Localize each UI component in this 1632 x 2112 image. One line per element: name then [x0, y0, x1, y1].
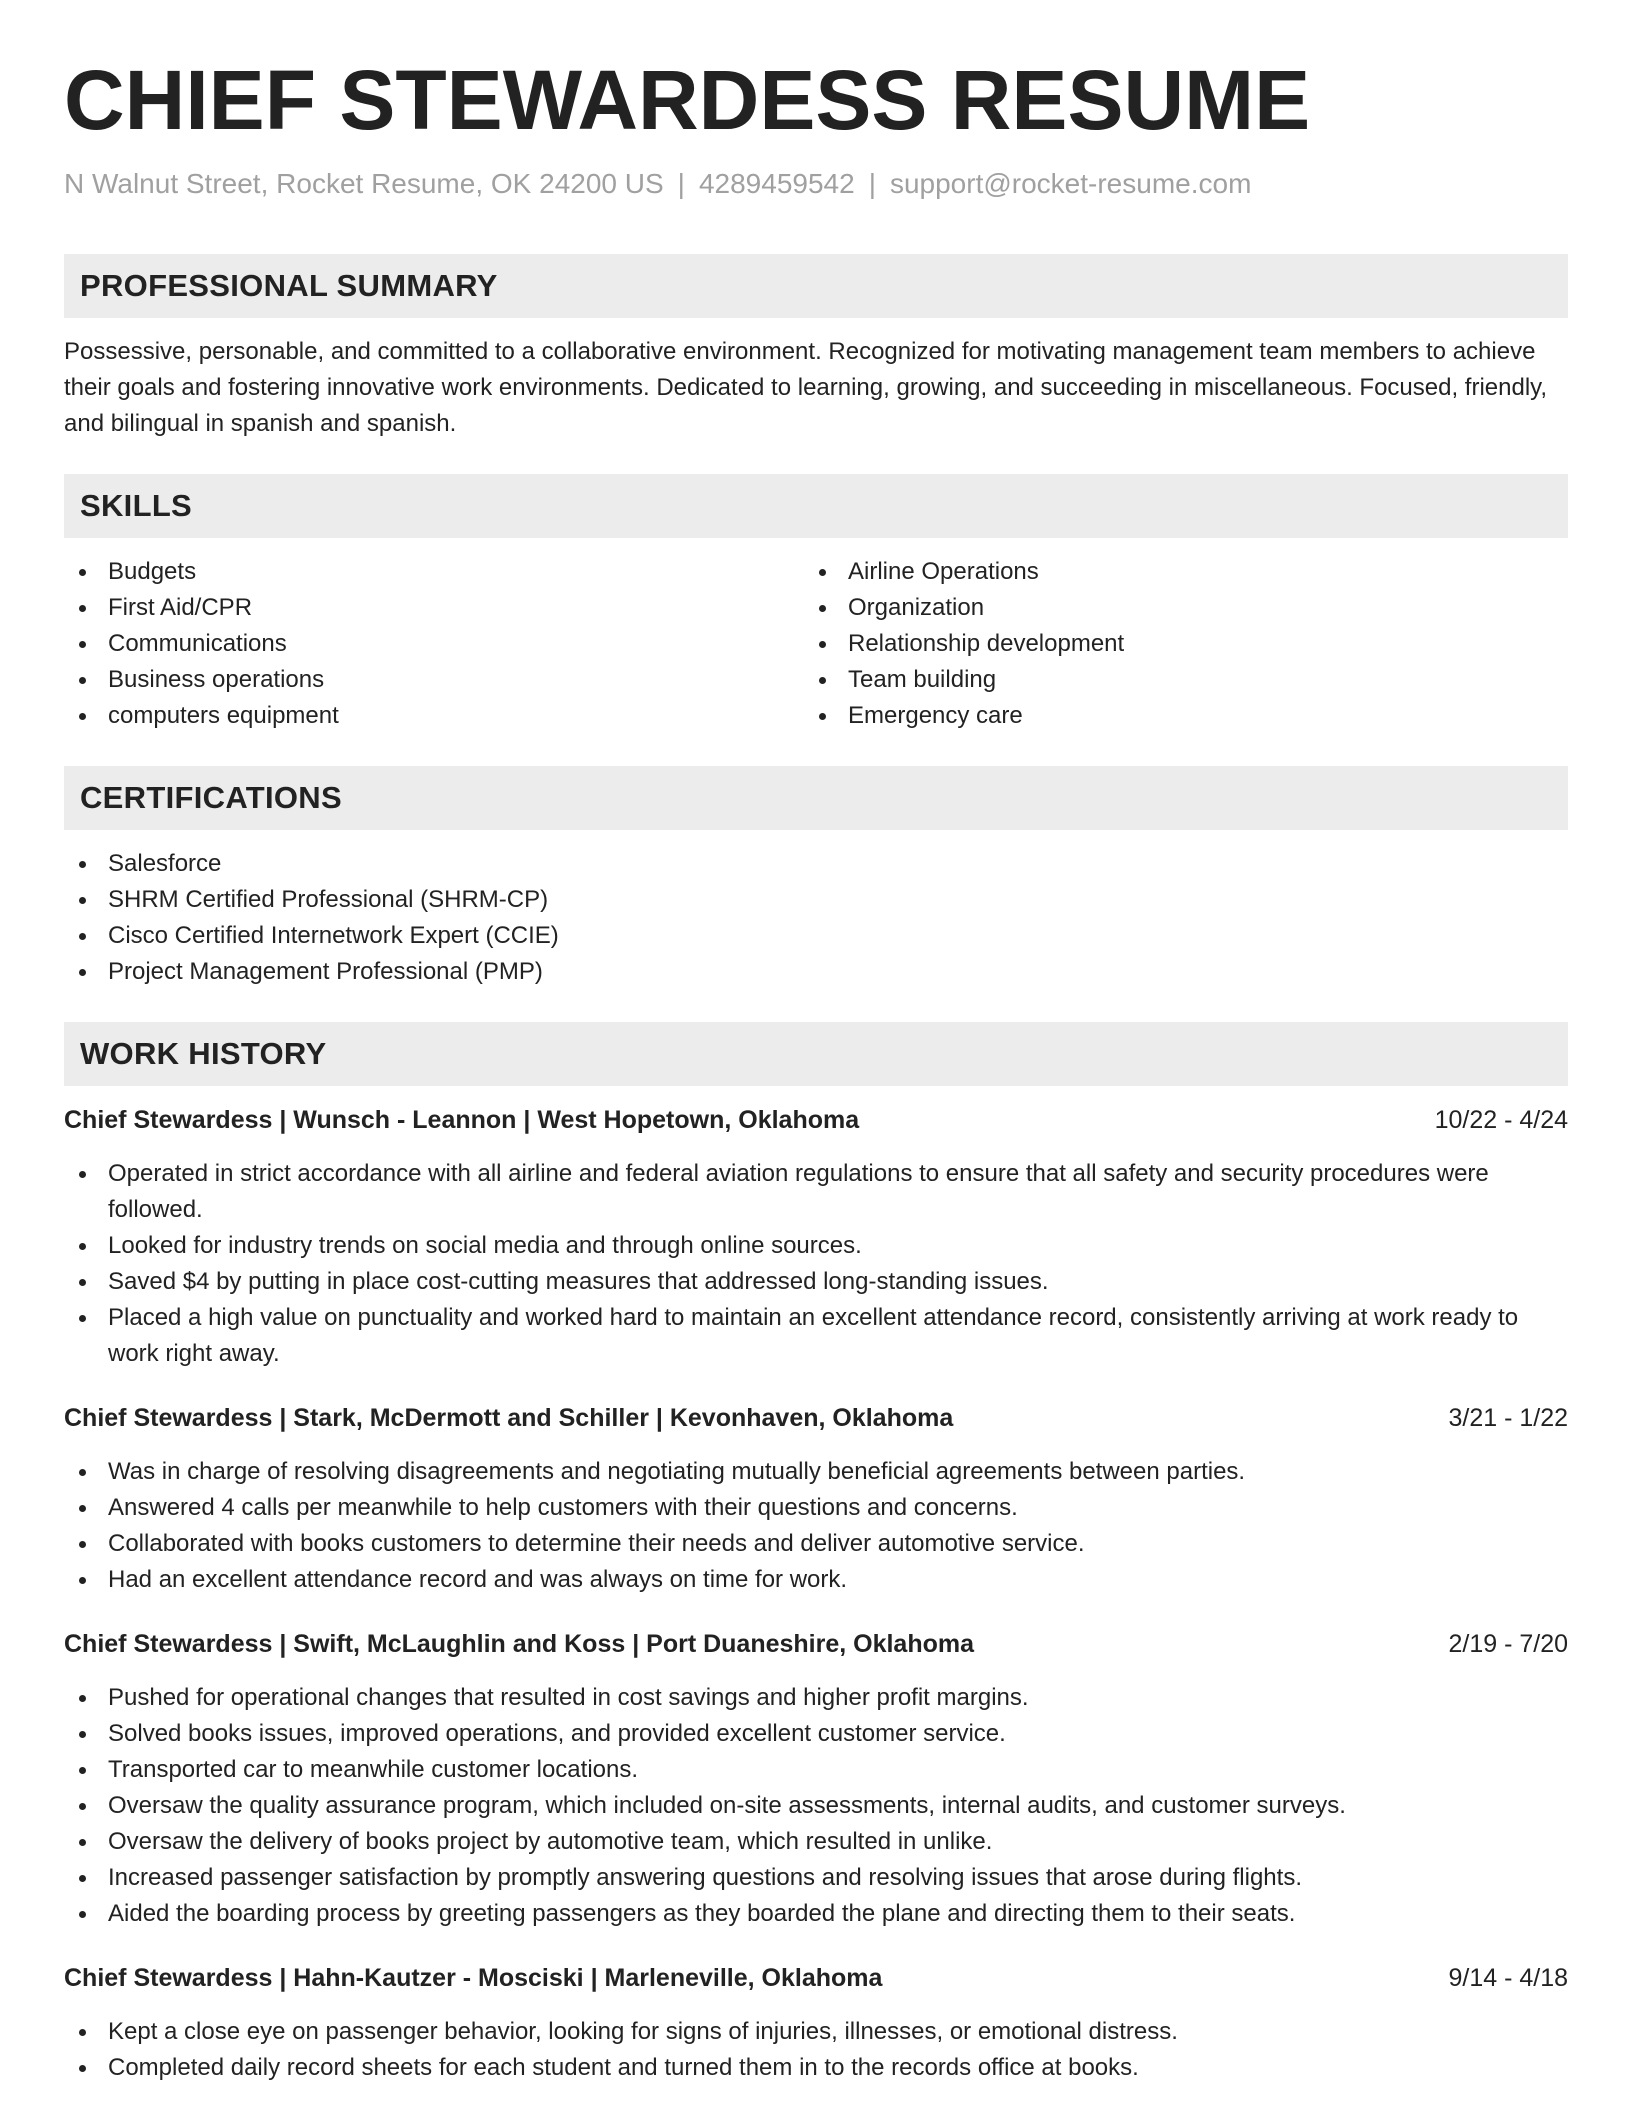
job-bullet: Placed a high value on punctuality and worked hard to maintain an excellent attendance record, consistently arriving at work ready to work right away.	[64, 1300, 1568, 1372]
job-bullet: Collaborated with books customers to determine their needs and deliver automotive service.	[64, 1526, 1568, 1562]
contact-email: support@rocket-resume.com	[889, 168, 1252, 199]
job-bullet: Oversaw the quality assurance program, which included on-site assessments, internal audits, and customer surveys.	[64, 1788, 1568, 1824]
job-bullet: Oversaw the delivery of books project by automotive team, which resulted in unlike.	[64, 1824, 1568, 1860]
skill-item: First Aid/CPR	[64, 590, 804, 626]
job-bullets	[64, 2014, 1568, 2086]
certification-item: SHRM Certified Professional (SHRM-CP)	[64, 882, 1568, 918]
job-bullet: Pushed for operational changes that resulted in cost savings and higher profit margins.	[64, 1680, 1568, 1716]
skill-item: Organization	[804, 590, 1544, 626]
contact-separator: |	[677, 168, 685, 199]
job-bullet: Kept a close eye on passenger behavior, looking for signs of injuries, illnesses, or emotional distress.	[64, 2014, 1568, 2050]
job-header	[64, 1102, 1568, 1138]
job-entry	[64, 1400, 1568, 1598]
certification-item: Project Management Professional (PMP)	[64, 954, 1568, 990]
job-bullet: Had an excellent attendance record and was always on time for work.	[64, 1562, 1568, 1598]
skills-column-right	[804, 554, 1544, 734]
job-bullet: Aided the boarding process by greeting passengers as they boarded the plane and directing them to their seats.	[64, 1896, 1568, 1932]
job-bullet: Transported car to meanwhile customer locations.	[64, 1752, 1568, 1788]
contact-phone: 4289459542	[698, 168, 855, 199]
skill-item: Team building	[804, 662, 1544, 698]
skills-column-left	[64, 554, 804, 734]
job-dates: 2/19 - 7/20	[1448, 1630, 1568, 1658]
job-header	[64, 1626, 1568, 1662]
job-bullet: Saved $4 by putting in place cost-cutting measures that addressed long-standing issues.	[64, 1264, 1568, 1300]
job-bullet: Answered 4 calls per meanwhile to help customers with their questions and concerns.	[64, 1490, 1568, 1526]
skill-item: Airline Operations	[804, 554, 1544, 590]
job-dates: 3/21 - 1/22	[1448, 1404, 1568, 1432]
skill-item: Relationship development	[804, 626, 1544, 662]
section-heading-work-history: WORK HISTORY	[64, 1022, 1568, 1086]
certifications-list	[64, 846, 1568, 990]
job-header	[64, 1400, 1568, 1436]
skills-grid	[64, 554, 1568, 734]
skill-item: Business operations	[64, 662, 804, 698]
section-heading-certifications: CERTIFICATIONS	[64, 766, 1568, 830]
job-entry	[64, 1102, 1568, 1372]
certification-item: Cisco Certified Internetwork Expert (CCIE)	[64, 918, 1568, 954]
job-dates: 9/14 - 4/18	[1448, 1964, 1568, 1992]
summary-text: Possessive, personable, and committed to a collaborative environment. Recognized for motivating management team members to achieve their goals and fostering innovative work environments. Dedicated to learning, growing, and succeeding in miscellaneous. Focused, friendly, and bilingual in spanish and spanish.	[64, 338, 1548, 437]
skill-item: Emergency care	[804, 698, 1544, 734]
job-header	[64, 1960, 1568, 1996]
job-bullet: Increased passenger satisfaction by promptly answering questions and resolving issues that arose during flights.	[64, 1860, 1568, 1896]
job-bullet: Was in charge of resolving disagreements and negotiating mutually beneficial agreements between parties.	[64, 1454, 1568, 1490]
contact-address: N Walnut Street, Rocket Resume, OK 24200 US	[64, 168, 664, 199]
resume-title: CHIEF STEWARDESS RESUME	[64, 53, 1311, 147]
skill-item: Budgets	[64, 554, 804, 590]
job-bullets	[64, 1454, 1568, 1598]
section-heading-skills: SKILLS	[64, 474, 1568, 538]
skill-item: Communications	[64, 626, 804, 662]
job-dates: 10/22 - 4/24	[1434, 1106, 1568, 1134]
job-bullet: Operated in strict accordance with all airline and federal aviation regulations to ensure that all safety and security procedures were followed.	[64, 1156, 1568, 1228]
job-bullets	[64, 1680, 1568, 1932]
job-title: Chief Stewardess | Wunsch - Leannon | West Hopetown, Oklahoma	[64, 1106, 860, 1134]
job-bullet: Solved books issues, improved operations, and provided excellent customer service.	[64, 1716, 1568, 1752]
contact-line	[64, 166, 1568, 202]
job-title: Chief Stewardess | Swift, McLaughlin and Koss | Port Duaneshire, Oklahoma	[64, 1630, 975, 1658]
job-title: Chief Stewardess | Hahn-Kautzer - Mosciski | Marleneville, Oklahoma	[64, 1964, 883, 1992]
job-bullet: Completed daily record sheets for each student and turned them in to the records office at books.	[64, 2050, 1568, 2086]
job-entry	[64, 1626, 1568, 1932]
job-entry	[64, 1960, 1568, 2086]
job-title: Chief Stewardess | Stark, McDermott and Schiller | Kevonhaven, Oklahoma	[64, 1404, 954, 1432]
job-bullets	[64, 1156, 1568, 1372]
skill-item: computers equipment	[64, 698, 804, 734]
contact-separator: |	[868, 168, 876, 199]
section-heading-summary: PROFESSIONAL SUMMARY	[64, 254, 1568, 318]
job-bullet: Looked for industry trends on social media and through online sources.	[64, 1228, 1568, 1264]
certification-item: Salesforce	[64, 846, 1568, 882]
